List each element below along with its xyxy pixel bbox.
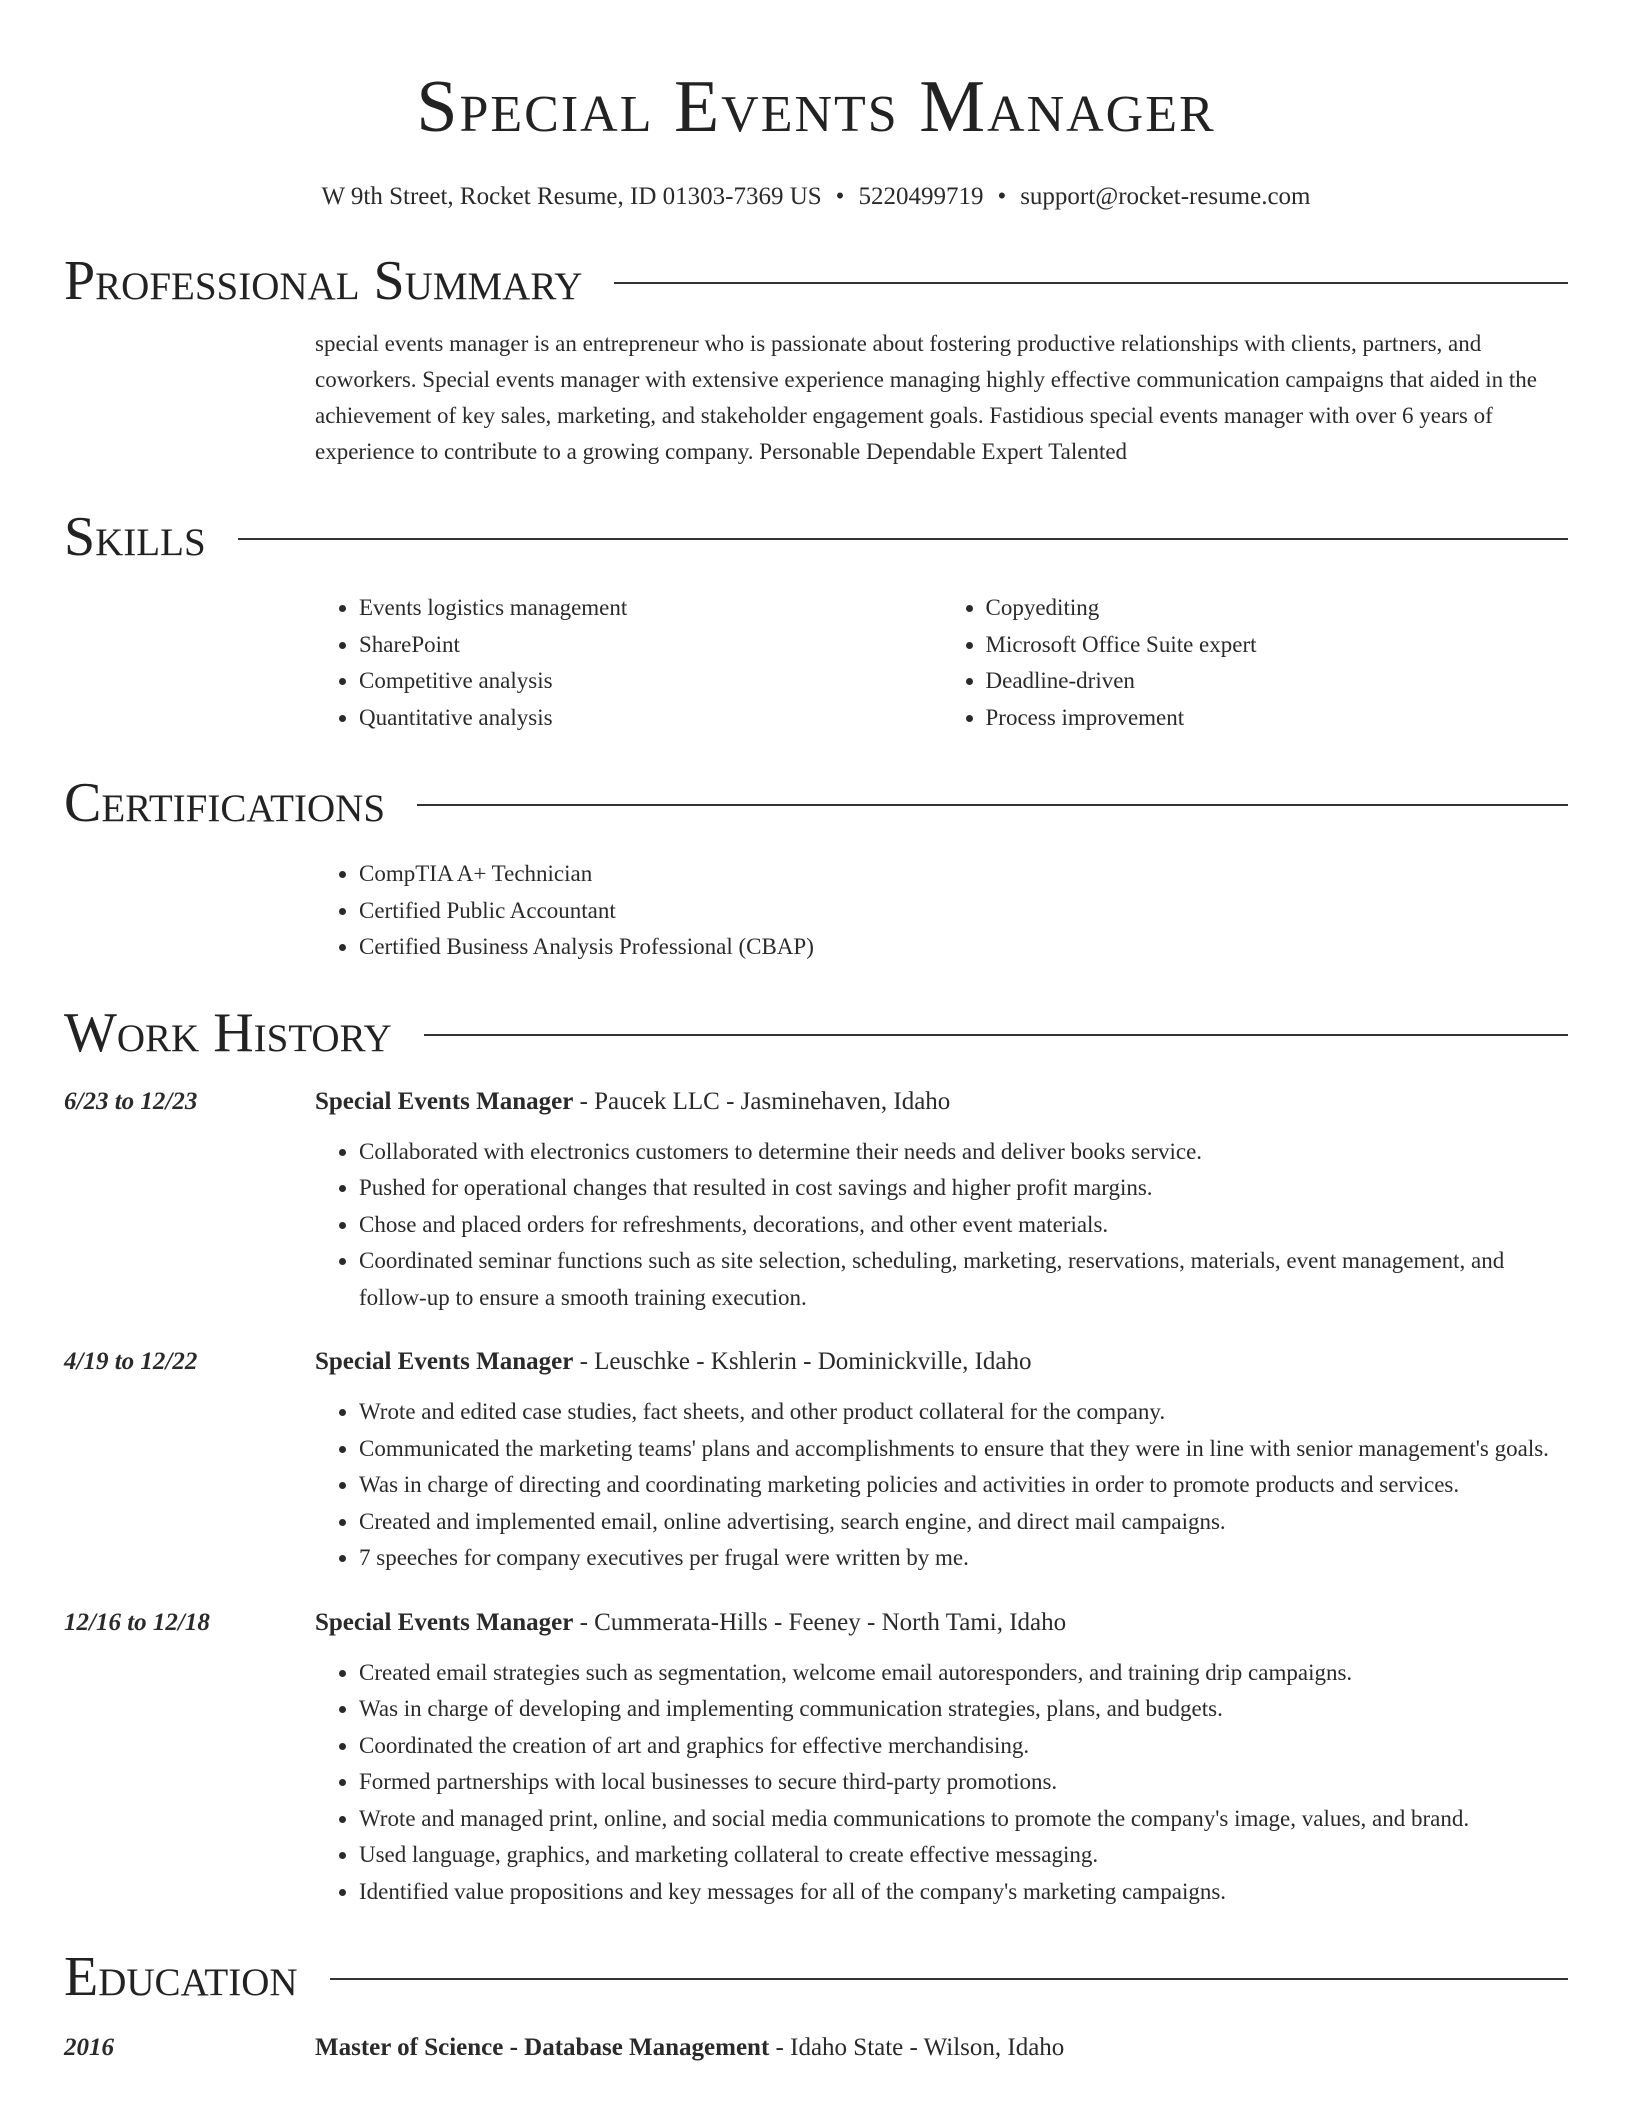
job-bullets — [315, 1394, 1568, 1577]
section-summary-header — [64, 250, 1568, 312]
job-bullet: • Used language, graphics, and marketing collateral to create effective messaging. — [359, 1837, 1568, 1874]
section-title: Work History — [64, 1001, 392, 1064]
job-bullet: • Created and implemented email, online advertising, search engine, and direct mail campaigns. — [359, 1504, 1568, 1541]
skill-item: • Copyediting — [986, 590, 1569, 627]
job-dates: 4/19 to 12/22 — [64, 1348, 198, 1375]
contact-line — [64, 180, 1568, 214]
resume-name: Special Events Manager — [416, 66, 1216, 148]
job-bullet: • Identified value propositions and key messages for all of the company's marketing campaigns. — [359, 1874, 1568, 1911]
job-bullet: • Collaborated with electronics customers to determine their needs and deliver books service. — [359, 1134, 1568, 1171]
skill-item: • SharePoint — [359, 627, 942, 664]
job-title: Special Events Manager — [315, 1608, 574, 1636]
job-bullet: • Was in charge of directing and coordinating marketing policies and activities in order to promote products and services. — [359, 1467, 1568, 1504]
summary-text: special events manager is an entrepreneur who is passionate about fostering productive relationships with clients, partners, and coworkers. Special events manager with extensive experience managing highly effective communication campaigns that aided in the achievement of key sales, marketing, and stakeholder engagement goals. Fastidious special events manager with over 6 years of experience to contribute to a growing company. Personable Dependable Expert Talented — [315, 331, 1537, 464]
skills-column-left — [315, 590, 942, 736]
skill-item: • Process improvement — [986, 700, 1569, 737]
education-degree: Master of Science - Database Management — [315, 2034, 770, 2061]
job-header — [64, 1084, 1568, 1120]
job-bullets — [315, 1134, 1568, 1317]
contact-email: support@rocket-resume.com — [1020, 183, 1311, 210]
job-employer: - Leuschke - Kshlerin - Dominickville, Idaho — [573, 1348, 1032, 1375]
skills-list — [315, 590, 1568, 736]
job-dates: 12/16 to 12/18 — [64, 1608, 210, 1636]
education-entry — [64, 2030, 1568, 2066]
job-title-line — [315, 1084, 950, 1120]
job-title: Special Events Manager — [315, 1348, 574, 1375]
section-work-header — [64, 1002, 1568, 1064]
section-skills-header — [64, 506, 1568, 568]
section-rule — [238, 538, 1568, 540]
job-header — [64, 1605, 1568, 1641]
job-entry — [64, 1605, 1568, 1911]
section-rule — [417, 804, 1568, 806]
contact-address: W 9th Street, Rocket Resume, ID 01303-7369 US — [321, 183, 822, 210]
job-employer: - Cummerata-Hills - Feeney - North Tami, Idaho — [573, 1608, 1067, 1636]
job-bullet: • Created email strategies such as segmentation, welcome email autoresponders, and training drip campaigns. — [359, 1655, 1568, 1692]
job-bullet: • 7 speeches for company executives per frugal were written by me. — [359, 1540, 1568, 1577]
certification-item: • Certified Business Analysis Professional (CBAP) — [359, 929, 1568, 966]
job-bullet: • Wrote and managed print, online, and social media communications to promote the company's image, values, and brand. — [359, 1801, 1568, 1838]
job-entry — [64, 1084, 1568, 1317]
section-certifications-header — [64, 772, 1568, 834]
job-bullet: • Wrote and edited case studies, fact sheets, and other product collateral for the company. — [359, 1394, 1568, 1431]
job-dates: 6/23 to 12/23 — [64, 1087, 198, 1115]
section-education-header — [64, 1946, 1568, 2008]
job-bullet: • Coordinated the creation of art and graphics for effective merchandising. — [359, 1728, 1568, 1765]
certification-item: • CompTIA A+ Technician — [359, 856, 1568, 893]
job-bullet: • Chose and placed orders for refreshments, decorations, and other event materials. — [359, 1207, 1568, 1244]
skills-column-right — [942, 590, 1569, 736]
contact-separator: • — [835, 183, 845, 210]
section-rule — [330, 1978, 1568, 1980]
job-bullet: • Coordinated seminar functions such as site selection, scheduling, marketing, reservations, materials, event management, and follow-up to ensure a smooth training execution. — [359, 1243, 1568, 1316]
contact-separator: • — [997, 183, 1007, 210]
section-title: Skills — [64, 506, 206, 568]
section-title: Professional Summary — [64, 250, 583, 312]
job-bullet: • Communicated the marketing teams' plans and accomplishments to ensure that they were in line with senior management's goals. — [359, 1431, 1568, 1468]
skill-item: • Microsoft Office Suite expert — [986, 627, 1569, 664]
education-header — [64, 2030, 1568, 2066]
skill-item: • Deadline-driven — [986, 663, 1569, 700]
section-rule — [614, 282, 1568, 284]
skill-item: • Events logistics management — [359, 590, 942, 627]
job-entry — [64, 1344, 1568, 1577]
section-title: Certifications — [64, 772, 386, 834]
job-employer: - Paucek LLC - Jasminehaven, Idaho — [573, 1087, 951, 1115]
job-header — [64, 1344, 1568, 1380]
job-title-line — [315, 1344, 1032, 1380]
job-bullet: • Was in charge of developing and implementing communication strategies, plans, and budgets. — [359, 1691, 1568, 1728]
job-bullet: • Pushed for operational changes that resulted in cost savings and higher profit margins. — [359, 1170, 1568, 1207]
job-bullets — [315, 1655, 1568, 1911]
education-school: - Idaho State - Wilson, Idaho — [769, 2034, 1065, 2061]
job-title: Special Events Manager — [315, 1087, 574, 1115]
certifications-list — [315, 856, 1568, 966]
job-title-line — [315, 1605, 1066, 1641]
skill-item: • Quantitative analysis — [359, 700, 942, 737]
education-line — [315, 2030, 1064, 2066]
job-bullet: • Formed partnerships with local businesses to secure third-party promotions. — [359, 1764, 1568, 1801]
certification-item: • Certified Public Accountant — [359, 893, 1568, 930]
section-rule — [424, 1034, 1568, 1036]
education-year: 2016 — [64, 2034, 114, 2061]
skill-item: • Competitive analysis — [359, 663, 942, 700]
contact-phone: 5220499719 — [858, 183, 984, 210]
section-title: Education — [64, 1946, 298, 2008]
